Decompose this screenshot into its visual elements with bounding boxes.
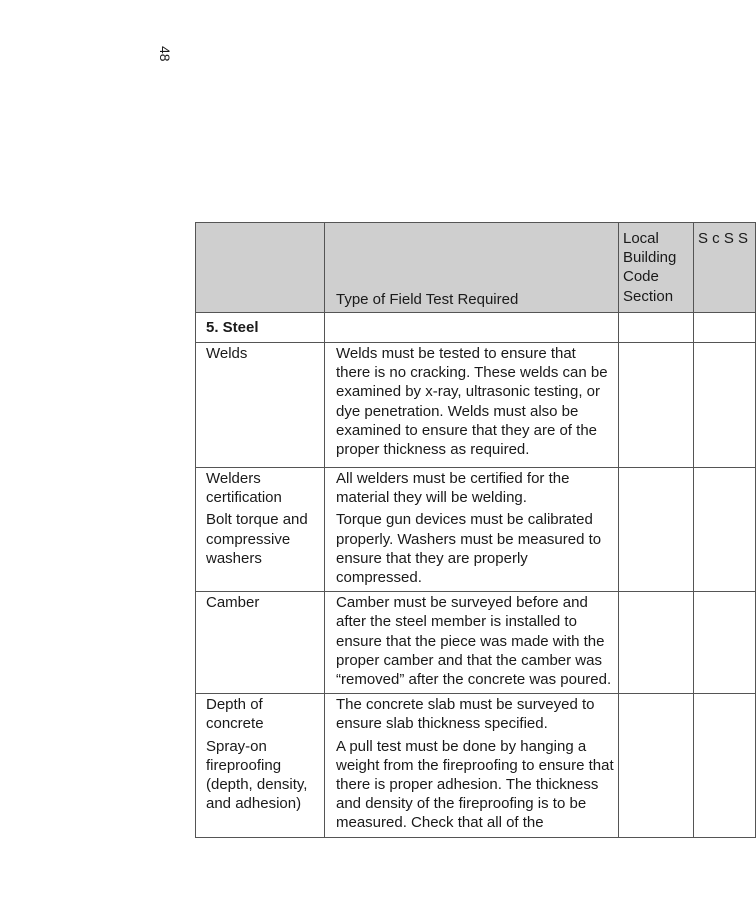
item-cell bbox=[196, 592, 325, 694]
item-cell bbox=[196, 694, 325, 837]
item-label: Welders certification bbox=[206, 470, 282, 507]
item-label: Camber bbox=[206, 594, 260, 612]
test-description: Torque gun devices must be calibrated properly. Washers must be measured to ensure that they are properly compressed. bbox=[336, 511, 602, 587]
test-cell bbox=[325, 468, 619, 592]
table-header-row bbox=[196, 223, 756, 313]
header-code-section: Local Building Code Section bbox=[619, 223, 694, 313]
header-field-test: Type of Field Test Required bbox=[325, 223, 619, 313]
table-row bbox=[196, 694, 756, 837]
section-title: 5. Steel bbox=[196, 313, 325, 343]
item-cell bbox=[196, 343, 325, 468]
test-cell bbox=[325, 343, 619, 468]
item-label: Bolt torque and compressive washers bbox=[206, 511, 308, 567]
item-label: Welds bbox=[206, 345, 248, 362]
table-row bbox=[196, 592, 756, 694]
table-row bbox=[196, 343, 756, 468]
table-row bbox=[196, 468, 756, 592]
item-cell bbox=[196, 468, 325, 592]
test-description: The concrete slab must be surveyed to ensure slab thickness specified. bbox=[336, 696, 595, 733]
test-description: Welds must be tested to ensure that there is no cracking. These welds can be examined by x-ray, ultrasonic testing, or dye penetration. Welds must also be examined to ensure that they are of the proper thickness as required. bbox=[336, 345, 608, 459]
header-item bbox=[196, 223, 325, 313]
test-cell bbox=[325, 694, 619, 837]
test-description: A pull test must be done by hanging a weight from the fireproofing to ensure that there is proper adhesion. The thickness and density of the fireproofing is to be measured. Check that all of the bbox=[336, 737, 614, 832]
test-description: All welders must be certified for the material they will be welding. bbox=[336, 470, 570, 507]
item-label: Spray-on fireproofing (depth, density, and adhesion) bbox=[206, 737, 308, 813]
test-cell bbox=[325, 592, 619, 694]
section-row bbox=[196, 313, 756, 343]
page-number: 48 bbox=[157, 46, 173, 62]
test-description: Camber must be surveyed before and after the steel member is installed to ensure that the piece was made with the proper camber and that the camber was “removed” after the concrete was poured. bbox=[336, 594, 612, 689]
field-test-table bbox=[195, 222, 749, 832]
header-cut-off: S c S S bbox=[694, 223, 756, 313]
item-label: Depth of concrete bbox=[206, 696, 264, 733]
